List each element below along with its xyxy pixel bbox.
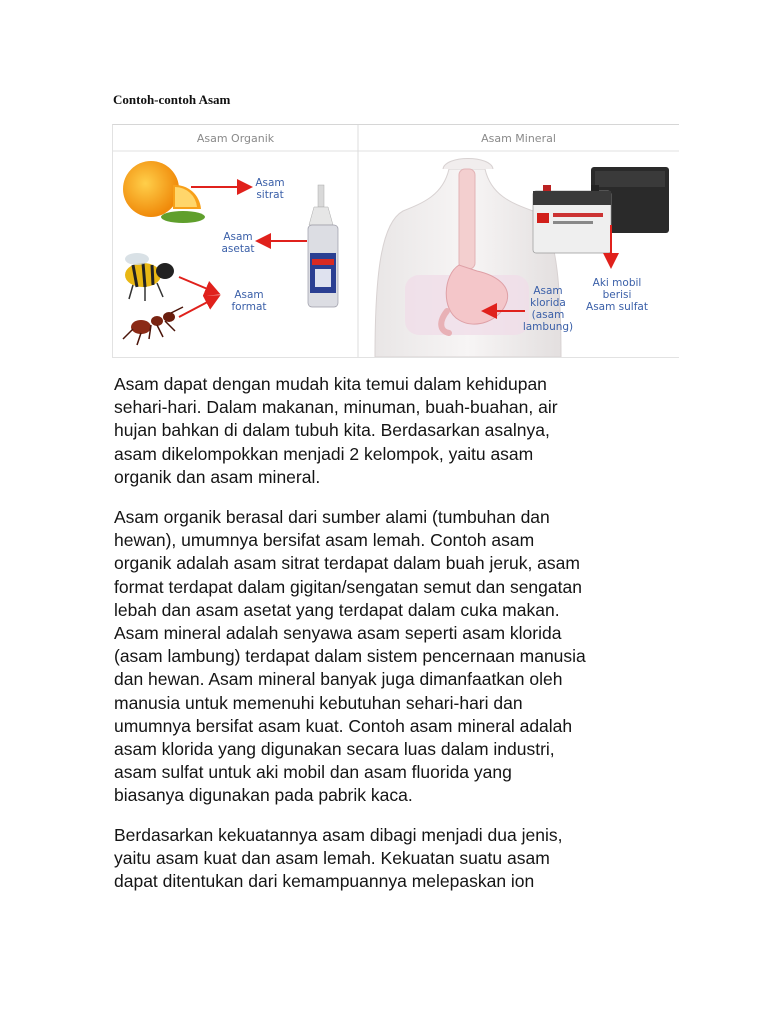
column-title-mineral: Asam Mineral (481, 132, 556, 145)
vinegar-bottle-icon (308, 185, 338, 307)
orange-icon (123, 161, 205, 223)
page-heading: Contoh-contoh Asam (113, 92, 231, 107)
bee-icon (125, 253, 174, 301)
label-asam-klorida: Asam klorida (asam lambung) (522, 285, 574, 333)
ant-icon (123, 307, 183, 345)
acid-examples-figure (112, 124, 679, 358)
label-asam-format: Asam format (231, 289, 267, 313)
paragraph-3: Berdasarkan kekuatannya asam dibagi menjadi dua jenis, yaitu asam kuat dan asam lemah. Kekuatan suatu asam dapat ditentukan dari kemampuannya melepaskan ion (114, 825, 563, 892)
label-aki-asam-sulfat: Aki mobil berisi Asam sulfat (586, 277, 648, 313)
figure-illustration (113, 125, 679, 357)
column-title-organic: Asam Organik (196, 132, 275, 145)
label-asam-sitrat: Asam sitrat (255, 177, 285, 201)
paragraph-1: Asam dapat dengan mudah kita temui dalam kehidupan sehari-hari. Dalam makanan, minuman, buah-buahan, air hujan bahkan di dalam tubuh kita. Berdasarkan asalnya, asam dikelompokkan menjadi 2 kelompok, yaitu asam organik dan asam mineral. (114, 374, 558, 487)
car-battery-icon (533, 167, 669, 253)
label-asam-asetat: Asam asetat (221, 231, 255, 255)
paragraph-2: Asam organik berasal dari sumber alami (tumbuhan dan hewan), umumnya bersifat asam lemah. Contoh asam organik adalah asam sitrat terdapat dalam buah jeruk, asam format terdapat dalam gigitan/sengatan semut dan sengatan lebah dan asam asetat yang terdapat dalam cuka makan. Asam mineral adalah senyawa asam seperti asam klorida (asam lambung) terdapat dalam sistem pencernaan manusia dan hewan. Asam mineral banyak juga dimanfaatkan oleh manusia untuk memenuhi kebutuhan sehari-hari dan umumnya bersifat asam kuat. Contoh asam mineral adalah asam klorida yang digunakan secara luas dalam industri, asam sulfat untuk aki mobil dan asam fluorida yang biasanya digunakan pada pabrik kaca. (114, 507, 586, 806)
